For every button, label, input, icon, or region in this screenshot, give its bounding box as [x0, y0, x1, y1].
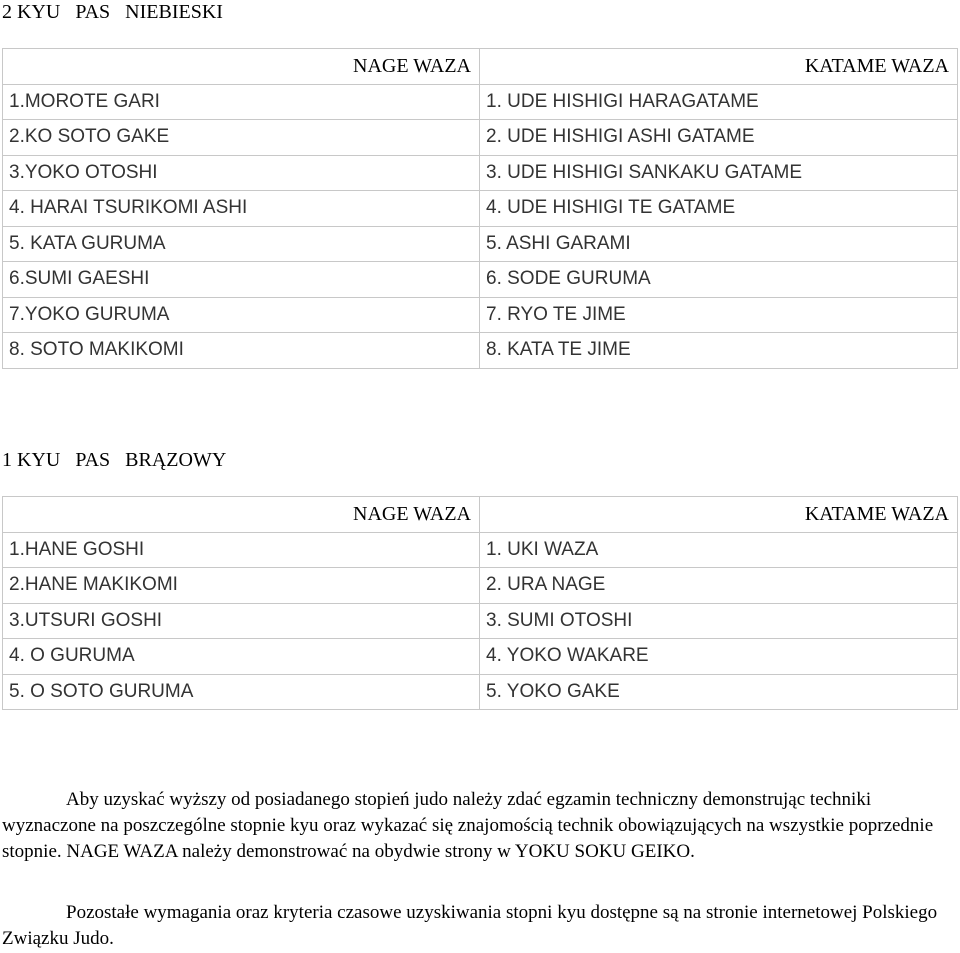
nage-waza-technique: 3.UTSURI GOSHI: [3, 603, 480, 639]
katame-waza-technique: 1. UKI WAZA: [480, 532, 958, 568]
table-row: [3, 532, 958, 568]
katame-waza-header: KATAME WAZA: [480, 49, 958, 85]
additional-requirements-paragraph: Pozostałe wymagania oraz kryteria czasowe uzyskiwania stopni kyu dostępne są na stronie internetowej Polskiego Związku Judo.: [2, 902, 938, 949]
katame-waza-technique: 8. KATA TE JIME: [480, 333, 958, 369]
table-row: [3, 191, 958, 227]
nage-waza-technique: 4. O GURUMA: [3, 639, 480, 675]
nage-waza-technique: 5. KATA GURUMA: [3, 226, 480, 262]
nage-waza-header: NAGE WAZA: [3, 49, 480, 85]
katame-waza-technique: 5. YOKO GAKE: [480, 674, 958, 710]
katame-waza-technique: 4. UDE HISHIGI TE GATAME: [480, 191, 958, 227]
katame-waza-technique: 7. RYO TE JIME: [480, 297, 958, 333]
table-row: [3, 262, 958, 298]
nage-waza-technique: 4. HARAI TSURIKOMI ASHI: [3, 191, 480, 227]
table-row: [3, 226, 958, 262]
nage-waza-technique: 2.HANE MAKIKOMI: [3, 568, 480, 604]
exam-requirements-paragraph: Aby uzyskać wyższy od posiadanego stopień judo należy zdać egzamin techniczny demonstrując techniki wyznaczone na poszczególne stopnie kyu oraz wykazać się znajomością technik obowiązujących na wszystkie poprzednie stopnie. NAGE WAZA należy demonstrować na obydwie strony w YOKU SOKU GEIKO.: [2, 789, 934, 862]
table-row: [3, 120, 958, 156]
table-row: [3, 603, 958, 639]
table-row: [3, 674, 958, 710]
technique-table-2-kyu: [2, 48, 958, 369]
nage-waza-header: NAGE WAZA: [3, 497, 480, 533]
section-title-2-kyu: 2 KYU PAS NIEBIESKI: [2, 1, 223, 23]
nage-waza-technique: 1.HANE GOSHI: [3, 532, 480, 568]
nage-waza-technique: 1.MOROTE GARI: [3, 84, 480, 120]
katame-waza-technique: 3. SUMI OTOSHI: [480, 603, 958, 639]
table-row: [3, 155, 958, 191]
technique-table-1-kyu: [2, 496, 958, 710]
katame-waza-header: KATAME WAZA: [480, 497, 958, 533]
table-row: [3, 297, 958, 333]
katame-waza-technique: 2. URA NAGE: [480, 568, 958, 604]
katame-waza-technique: 6. SODE GURUMA: [480, 262, 958, 298]
katame-waza-technique: 1. UDE HISHIGI HARAGATAME: [480, 84, 958, 120]
nage-waza-technique: 7.YOKO GURUMA: [3, 297, 480, 333]
nage-waza-technique: 2.KO SOTO GAKE: [3, 120, 480, 156]
nage-waza-technique: 5. O SOTO GURUMA: [3, 674, 480, 710]
katame-waza-technique: 4. YOKO WAKARE: [480, 639, 958, 675]
table-row: [3, 84, 958, 120]
table-header-row: [3, 497, 958, 533]
table-header-row: [3, 49, 958, 85]
table-row: [3, 639, 958, 675]
katame-waza-technique: 2. UDE HISHIGI ASHI GATAME: [480, 120, 958, 156]
table-row: [3, 568, 958, 604]
nage-waza-technique: 3.YOKO OTOSHI: [3, 155, 480, 191]
nage-waza-technique: 8. SOTO MAKIKOMI: [3, 333, 480, 369]
table-row: [3, 333, 958, 369]
katame-waza-technique: 3. UDE HISHIGI SANKAKU GATAME: [480, 155, 958, 191]
nage-waza-technique: 6.SUMI GAESHI: [3, 262, 480, 298]
katame-waza-technique: 5. ASHI GARAMI: [480, 226, 958, 262]
section-title-1-kyu: 1 KYU PAS BRĄZOWY: [2, 449, 227, 471]
